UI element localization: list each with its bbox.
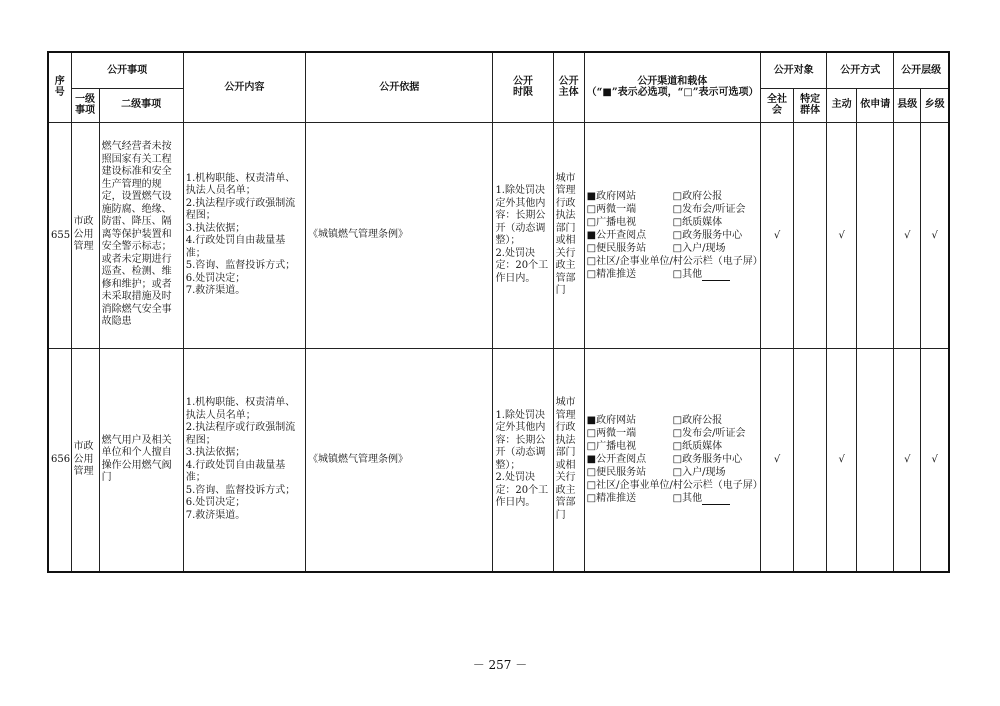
header-method-apply: 依申请 bbox=[857, 88, 894, 122]
row-level-township: √ bbox=[921, 122, 949, 348]
row-content: 1.机构职能、权责清单、执法人员名单； 2.执法程序或行政强制流程图； 3.执法依据； 4.行政处罚自由裁量基准； 5.咨询、监督投诉方式； 6.处罚决定； 7.救济渠道。 bbox=[183, 348, 305, 572]
row-method-active: √ bbox=[827, 122, 857, 348]
row-level2: 燃气经营者未按照国家有关工程建设标准和安全生产管理的规定，设置燃气设施防腐、绝缘、防雷、降压、隔离等保护装置和安全警示标志；或者未定期进行巡查、检测、维修和维护；或者未采取措施及时消除燃气安全事故隐患 bbox=[99, 122, 183, 348]
page-number: － 257 － bbox=[472, 658, 528, 672]
row-subject: 城市管理行政执法部门或相关行政主管部门 bbox=[553, 122, 584, 348]
row-subject: 城市管理行政执法部门或相关行政主管部门 bbox=[553, 348, 584, 572]
row-target-specific bbox=[794, 348, 827, 572]
blank-line bbox=[702, 271, 730, 281]
header-content: 公开内容 bbox=[183, 52, 305, 122]
row-channels: ■政府网站 □政府公报 □两微一端 □发布会/听证会 □广播电视 □纸质媒体 ■公开查阅点 □政务服务中心 □便民服务站 □入户/现场 □社区/企事业单位/村公示栏（电子屏） □精准推送 □其他 bbox=[584, 348, 760, 572]
row-level2: 燃气用户及相关单位和个人擅自操作公用燃气阀门 bbox=[99, 348, 183, 572]
row-level-county: √ bbox=[894, 122, 921, 348]
header-seq: 序 号 bbox=[48, 52, 71, 122]
table-row bbox=[48, 122, 949, 348]
row-target-all: √ bbox=[761, 348, 794, 572]
header-target: 公开对象 bbox=[761, 52, 827, 88]
blank-line bbox=[702, 495, 730, 505]
header-target-specific: 特定 群体 bbox=[794, 88, 827, 122]
row-method-active: √ bbox=[827, 348, 857, 572]
row-level1: 市政公用管理 bbox=[71, 348, 99, 572]
row-level-county: √ bbox=[894, 348, 921, 572]
header-target-all: 全社 会 bbox=[761, 88, 794, 122]
table-row bbox=[48, 348, 949, 572]
header-level1: 一级 事项 bbox=[71, 88, 99, 122]
row-channels: ■政府网站 □政府公报 □两微一端 □发布会/听证会 □广播电视 □纸质媒体 ■公开查阅点 □政务服务中心 □便民服务站 □入户/现场 □社区/企事业单位/村公示栏（电子屏） □精准推送 □其他 bbox=[584, 122, 760, 348]
row-level-township: √ bbox=[921, 348, 949, 572]
row-method-apply bbox=[857, 122, 894, 348]
row-basis: 《城镇燃气管理条例》 bbox=[306, 122, 493, 348]
header-channel: 公开渠道和载体 （“■”表示必选项，“□”表示可选项） bbox=[584, 52, 760, 122]
row-content: 1.机构职能、权责清单、执法人员名单； 2.执法程序或行政强制流程图； 3.执法依据； 4.行政处罚自由裁量基准； 5.咨询、监督投诉方式； 6.处罚决定； 7.救济渠道。 bbox=[183, 122, 305, 348]
header-level: 公开层级 bbox=[894, 52, 949, 88]
header-basis: 公开依据 bbox=[306, 52, 493, 122]
row-seq: 656 bbox=[48, 348, 71, 572]
header-level2: 二级事项 bbox=[99, 88, 183, 122]
row-period: 1.除处罚决定外其他内容：长期公开（动态调整）； 2.处罚决定：20个工作日内。 bbox=[493, 122, 553, 348]
header-subject: 公开 主体 bbox=[553, 52, 584, 122]
row-level1: 市政公用管理 bbox=[71, 122, 99, 348]
header-level-township: 乡级 bbox=[921, 88, 949, 122]
row-seq: 655 bbox=[48, 122, 71, 348]
header-level-county: 县级 bbox=[894, 88, 921, 122]
header-method: 公开方式 bbox=[827, 52, 894, 88]
header-period: 公开 时限 bbox=[493, 52, 553, 122]
header-method-active: 主动 bbox=[827, 88, 857, 122]
row-method-apply bbox=[857, 348, 894, 572]
row-target-all: √ bbox=[761, 122, 794, 348]
header-matter: 公开事项 bbox=[71, 52, 183, 88]
row-period: 1.除处罚决定外其他内容：长期公开（动态调整）； 2.处罚决定：20个工作日内。 bbox=[493, 348, 553, 572]
row-target-specific bbox=[794, 122, 827, 348]
row-basis: 《城镇燃气管理条例》 bbox=[306, 348, 493, 572]
disclosure-table bbox=[47, 51, 950, 573]
